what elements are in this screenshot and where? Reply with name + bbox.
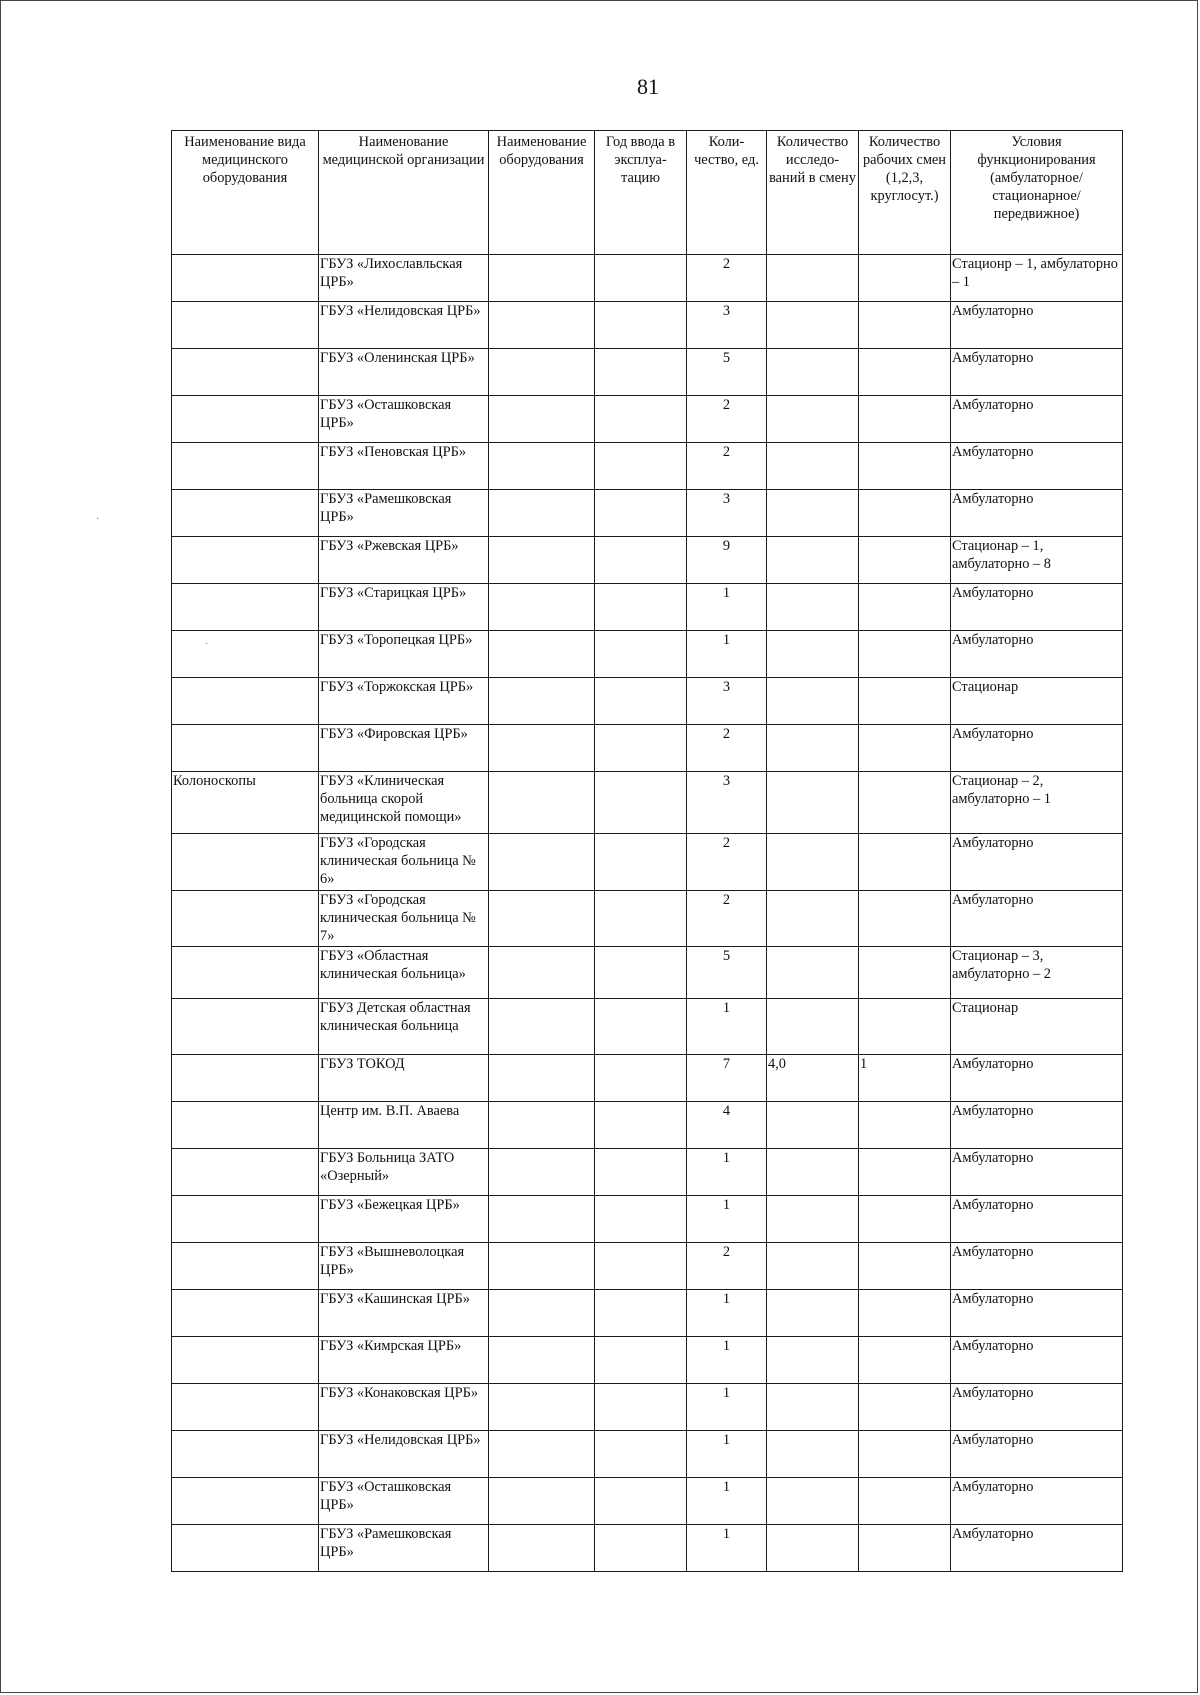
organization-cell: ГБУЗ «Оленинская ЦРБ» xyxy=(319,349,489,396)
year-cell xyxy=(595,1337,687,1384)
equipment-name-cell xyxy=(489,772,595,834)
conditions-cell: Амбулаторно xyxy=(951,1196,1123,1243)
studies-per-shift-cell xyxy=(767,1337,859,1384)
equipment-type-cell xyxy=(172,678,319,725)
studies-per-shift-cell xyxy=(767,396,859,443)
organization-cell: ГБУЗ ТОКОД xyxy=(319,1055,489,1102)
organization-cell: ГБУЗ «Осташковская ЦРБ» xyxy=(319,396,489,443)
table-row xyxy=(172,1102,1123,1149)
studies-per-shift-cell xyxy=(767,537,859,584)
count-cell: 2 xyxy=(687,891,767,947)
work-shifts-cell xyxy=(859,1525,951,1572)
equipment-name-cell xyxy=(489,725,595,772)
year-cell xyxy=(595,1290,687,1337)
count-cell: 3 xyxy=(687,772,767,834)
equipment-type-cell xyxy=(172,349,319,396)
work-shifts-cell xyxy=(859,1337,951,1384)
equipment-name-cell xyxy=(489,1196,595,1243)
table-row xyxy=(172,443,1123,490)
studies-per-shift-cell xyxy=(767,772,859,834)
organization-cell: ГБУЗ «Городская клиническая больница № 6» xyxy=(319,834,489,891)
equipment-name-cell xyxy=(489,1431,595,1478)
equipment-type-cell xyxy=(172,834,319,891)
count-cell: 2 xyxy=(687,443,767,490)
equipment-type-cell xyxy=(172,302,319,349)
work-shifts-cell xyxy=(859,1384,951,1431)
equipment-type-cell xyxy=(172,725,319,772)
organization-cell: ГБУЗ «Торжокская ЦРБ» xyxy=(319,678,489,725)
equipment-name-cell xyxy=(489,631,595,678)
table-row xyxy=(172,1478,1123,1525)
year-cell xyxy=(595,1055,687,1102)
studies-per-shift-cell xyxy=(767,1478,859,1525)
studies-per-shift-cell xyxy=(767,255,859,302)
studies-per-shift-cell xyxy=(767,584,859,631)
count-cell: 5 xyxy=(687,947,767,999)
table-row xyxy=(172,1525,1123,1572)
equipment-type-cell: Колоноскопы xyxy=(172,772,319,834)
table-row xyxy=(172,631,1123,678)
equipment-name-cell xyxy=(489,396,595,443)
conditions-cell: Амбулаторно xyxy=(951,1290,1123,1337)
work-shifts-cell xyxy=(859,537,951,584)
equipment-name-cell xyxy=(489,891,595,947)
work-shifts-cell xyxy=(859,1478,951,1525)
organization-cell: ГБУЗ «Бежецкая ЦРБ» xyxy=(319,1196,489,1243)
year-cell xyxy=(595,537,687,584)
equipment-type-cell xyxy=(172,443,319,490)
studies-per-shift-cell xyxy=(767,1196,859,1243)
studies-per-shift-cell xyxy=(767,349,859,396)
equipment-name-cell xyxy=(489,1149,595,1196)
studies-per-shift-cell xyxy=(767,891,859,947)
table-row xyxy=(172,725,1123,772)
table-row xyxy=(172,255,1123,302)
equipment-name-cell xyxy=(489,1102,595,1149)
conditions-cell: Амбулаторно xyxy=(951,631,1123,678)
count-cell: 3 xyxy=(687,302,767,349)
studies-per-shift-cell xyxy=(767,302,859,349)
equipment-type-cell xyxy=(172,1478,319,1525)
count-cell: 1 xyxy=(687,1431,767,1478)
studies-per-shift-cell xyxy=(767,1431,859,1478)
equipment-type-cell xyxy=(172,1196,319,1243)
organization-cell: ГБУЗ «Лихославльская ЦРБ» xyxy=(319,255,489,302)
year-cell xyxy=(595,631,687,678)
conditions-cell: Амбулаторно xyxy=(951,396,1123,443)
studies-per-shift-cell xyxy=(767,834,859,891)
work-shifts-cell xyxy=(859,631,951,678)
conditions-cell: Стационар – 1, амбулаторно – 8 xyxy=(951,537,1123,584)
table-row xyxy=(172,490,1123,537)
conditions-cell: Амбулаторно xyxy=(951,490,1123,537)
count-cell: 2 xyxy=(687,255,767,302)
equipment-type-cell xyxy=(172,537,319,584)
organization-cell: ГБУЗ «Клиническая больница скорой медицинской помощи» xyxy=(319,772,489,834)
organization-cell: ГБУЗ «Нелидовская ЦРБ» xyxy=(319,302,489,349)
studies-per-shift-cell xyxy=(767,1384,859,1431)
organization-cell: ГБУЗ «Конаковская ЦРБ» xyxy=(319,1384,489,1431)
table-row xyxy=(172,678,1123,725)
table-row xyxy=(172,999,1123,1055)
work-shifts-cell xyxy=(859,891,951,947)
organization-cell: ГБУЗ «Городская клиническая больница № 7» xyxy=(319,891,489,947)
count-cell: 1 xyxy=(687,1149,767,1196)
conditions-cell: Амбулаторно xyxy=(951,1102,1123,1149)
table-row xyxy=(172,1384,1123,1431)
organization-cell: ГБУЗ «Пеновская ЦРБ» xyxy=(319,443,489,490)
work-shifts-cell xyxy=(859,725,951,772)
studies-per-shift-cell xyxy=(767,1290,859,1337)
conditions-cell: Амбулаторно xyxy=(951,302,1123,349)
equipment-type-cell xyxy=(172,999,319,1055)
equipment-name-cell xyxy=(489,349,595,396)
count-cell: 9 xyxy=(687,537,767,584)
conditions-cell: Стационар xyxy=(951,678,1123,725)
organization-cell: ГБУЗ «Кашинская ЦРБ» xyxy=(319,1290,489,1337)
organization-cell: ГБУЗ Детская областная клиническая больница xyxy=(319,999,489,1055)
organization-cell: ГБУЗ «Рамешковская ЦРБ» xyxy=(319,1525,489,1572)
organization-cell: ГБУЗ «Кимрская ЦРБ» xyxy=(319,1337,489,1384)
column-header: Наименование оборудования xyxy=(489,131,595,255)
conditions-cell: Амбулаторно xyxy=(951,1525,1123,1572)
column-header: Количество рабочих смен (1,2,3, круглосут.) xyxy=(859,131,951,255)
year-cell xyxy=(595,255,687,302)
table-row xyxy=(172,584,1123,631)
work-shifts-cell xyxy=(859,255,951,302)
year-cell xyxy=(595,834,687,891)
work-shifts-cell xyxy=(859,1102,951,1149)
conditions-cell: Амбулаторно xyxy=(951,1055,1123,1102)
table-row xyxy=(172,349,1123,396)
count-cell: 1 xyxy=(687,999,767,1055)
work-shifts-cell xyxy=(859,678,951,725)
conditions-cell: Амбулаторно xyxy=(951,443,1123,490)
equipment-name-cell xyxy=(489,834,595,891)
equipment-type-cell xyxy=(172,1149,319,1196)
count-cell: 2 xyxy=(687,834,767,891)
work-shifts-cell xyxy=(859,396,951,443)
studies-per-shift-cell xyxy=(767,999,859,1055)
work-shifts-cell xyxy=(859,834,951,891)
studies-per-shift-cell xyxy=(767,725,859,772)
equipment-name-cell xyxy=(489,443,595,490)
work-shifts-cell xyxy=(859,584,951,631)
count-cell: 1 xyxy=(687,1337,767,1384)
conditions-cell: Амбулаторно xyxy=(951,1431,1123,1478)
work-shifts-cell xyxy=(859,490,951,537)
equipment-type-cell xyxy=(172,1055,319,1102)
count-cell: 1 xyxy=(687,1478,767,1525)
work-shifts-cell: 1 xyxy=(859,1055,951,1102)
equipment-name-cell xyxy=(489,1384,595,1431)
work-shifts-cell xyxy=(859,772,951,834)
year-cell xyxy=(595,1149,687,1196)
studies-per-shift-cell xyxy=(767,631,859,678)
studies-per-shift-cell xyxy=(767,1243,859,1290)
organization-cell: ГБУЗ «Старицкая ЦРБ» xyxy=(319,584,489,631)
work-shifts-cell xyxy=(859,1149,951,1196)
year-cell xyxy=(595,396,687,443)
work-shifts-cell xyxy=(859,1290,951,1337)
work-shifts-cell xyxy=(859,1431,951,1478)
work-shifts-cell xyxy=(859,1196,951,1243)
studies-per-shift-cell xyxy=(767,1149,859,1196)
column-header: Количество исследо-ваний в смену xyxy=(767,131,859,255)
conditions-cell: Стационар – 2, амбулаторно – 1 xyxy=(951,772,1123,834)
count-cell: 3 xyxy=(687,678,767,725)
studies-per-shift-cell: 4,0 xyxy=(767,1055,859,1102)
table-row xyxy=(172,1290,1123,1337)
table-row xyxy=(172,396,1123,443)
conditions-cell: Амбулаторно xyxy=(951,1478,1123,1525)
organization-cell: ГБУЗ «Фировская ЦРБ» xyxy=(319,725,489,772)
column-header: Наименование медицинской организации xyxy=(319,131,489,255)
count-cell: 4 xyxy=(687,1102,767,1149)
year-cell xyxy=(595,1478,687,1525)
table-row xyxy=(172,891,1123,947)
column-header: Год ввода в эксплуа-тацию xyxy=(595,131,687,255)
count-cell: 1 xyxy=(687,1525,767,1572)
equipment-name-cell xyxy=(489,1525,595,1572)
count-cell: 1 xyxy=(687,1196,767,1243)
conditions-cell: Амбулаторно xyxy=(951,891,1123,947)
equipment-type-cell xyxy=(172,584,319,631)
year-cell xyxy=(595,999,687,1055)
equipment-name-cell xyxy=(489,537,595,584)
scan-speck: · xyxy=(205,639,209,650)
count-cell: 3 xyxy=(687,490,767,537)
organization-cell: ГБУЗ «Областная клиническая больница» xyxy=(319,947,489,999)
count-cell: 7 xyxy=(687,1055,767,1102)
conditions-cell: Стационар – 3, амбулаторно – 2 xyxy=(951,947,1123,999)
table-body xyxy=(172,255,1123,1572)
organization-cell: ГБУЗ «Рамешковская ЦРБ» xyxy=(319,490,489,537)
year-cell xyxy=(595,891,687,947)
work-shifts-cell xyxy=(859,999,951,1055)
equipment-type-cell xyxy=(172,1102,319,1149)
conditions-cell: Стационр – 1, амбулаторно – 1 xyxy=(951,255,1123,302)
equipment-type-cell xyxy=(172,947,319,999)
year-cell xyxy=(595,490,687,537)
table-row xyxy=(172,772,1123,834)
studies-per-shift-cell xyxy=(767,1525,859,1572)
equipment-name-cell xyxy=(489,1243,595,1290)
work-shifts-cell xyxy=(859,947,951,999)
organization-cell: Центр им. В.П. Аваева xyxy=(319,1102,489,1149)
year-cell xyxy=(595,772,687,834)
equipment-type-cell xyxy=(172,1290,319,1337)
year-cell xyxy=(595,1431,687,1478)
organization-cell: ГБУЗ «Торопецкая ЦРБ» xyxy=(319,631,489,678)
equipment-type-cell xyxy=(172,1337,319,1384)
year-cell xyxy=(595,1243,687,1290)
year-cell xyxy=(595,725,687,772)
organization-cell: ГБУЗ «Ржевская ЦРБ» xyxy=(319,537,489,584)
column-header: Наименование вида медицинского оборудования xyxy=(172,131,319,255)
year-cell xyxy=(595,302,687,349)
work-shifts-cell xyxy=(859,1243,951,1290)
table-header-row xyxy=(172,131,1123,255)
column-header: Условия функционирования (амбулаторное/ стационарное/ передвижное) xyxy=(951,131,1123,255)
equipment-type-cell xyxy=(172,255,319,302)
organization-cell: ГБУЗ «Осташковская ЦРБ» xyxy=(319,1478,489,1525)
equipment-type-cell xyxy=(172,396,319,443)
equipment-name-cell xyxy=(489,1337,595,1384)
year-cell xyxy=(595,678,687,725)
year-cell xyxy=(595,1384,687,1431)
table-row xyxy=(172,537,1123,584)
studies-per-shift-cell xyxy=(767,1102,859,1149)
table-row xyxy=(172,1196,1123,1243)
conditions-cell: Стационар xyxy=(951,999,1123,1055)
equipment-name-cell xyxy=(489,678,595,725)
equipment-type-cell xyxy=(172,1525,319,1572)
studies-per-shift-cell xyxy=(767,678,859,725)
equipment-name-cell xyxy=(489,1055,595,1102)
table-row xyxy=(172,834,1123,891)
conditions-cell: Амбулаторно xyxy=(951,584,1123,631)
equipment-table xyxy=(171,130,1123,1572)
count-cell: 1 xyxy=(687,1384,767,1431)
year-cell xyxy=(595,1102,687,1149)
equipment-type-cell xyxy=(172,1431,319,1478)
work-shifts-cell xyxy=(859,302,951,349)
table-row xyxy=(172,1243,1123,1290)
equipment-type-cell xyxy=(172,891,319,947)
year-cell xyxy=(595,349,687,396)
equipment-name-cell xyxy=(489,255,595,302)
studies-per-shift-cell xyxy=(767,947,859,999)
count-cell: 1 xyxy=(687,1290,767,1337)
equipment-name-cell xyxy=(489,490,595,537)
equipment-type-cell xyxy=(172,1243,319,1290)
table-row xyxy=(172,1337,1123,1384)
conditions-cell: Амбулаторно xyxy=(951,725,1123,772)
table-row xyxy=(172,1149,1123,1196)
equipment-name-cell xyxy=(489,999,595,1055)
count-cell: 1 xyxy=(687,631,767,678)
equipment-type-cell xyxy=(172,631,319,678)
studies-per-shift-cell xyxy=(767,443,859,490)
count-cell: 1 xyxy=(687,584,767,631)
equipment-name-cell xyxy=(489,584,595,631)
count-cell: 5 xyxy=(687,349,767,396)
column-header: Коли-чество, ед. xyxy=(687,131,767,255)
table-row xyxy=(172,1055,1123,1102)
conditions-cell: Амбулаторно xyxy=(951,1243,1123,1290)
year-cell xyxy=(595,584,687,631)
equipment-name-cell xyxy=(489,1478,595,1525)
equipment-type-cell xyxy=(172,1384,319,1431)
conditions-cell: Амбулаторно xyxy=(951,1337,1123,1384)
year-cell xyxy=(595,947,687,999)
equipment-name-cell xyxy=(489,947,595,999)
work-shifts-cell xyxy=(859,349,951,396)
year-cell xyxy=(595,1525,687,1572)
conditions-cell: Амбулаторно xyxy=(951,349,1123,396)
count-cell: 2 xyxy=(687,1243,767,1290)
work-shifts-cell xyxy=(859,443,951,490)
table-row xyxy=(172,1431,1123,1478)
table-row xyxy=(172,302,1123,349)
equipment-type-cell xyxy=(172,490,319,537)
conditions-cell: Амбулаторно xyxy=(951,834,1123,891)
scan-speck: · xyxy=(96,514,100,525)
count-cell: 2 xyxy=(687,396,767,443)
page-number: 81 xyxy=(637,74,659,99)
organization-cell: ГБУЗ «Нелидовская ЦРБ» xyxy=(319,1431,489,1478)
year-cell xyxy=(595,1196,687,1243)
equipment-name-cell xyxy=(489,1290,595,1337)
year-cell xyxy=(595,443,687,490)
studies-per-shift-cell xyxy=(767,490,859,537)
table-row xyxy=(172,947,1123,999)
conditions-cell: Амбулаторно xyxy=(951,1384,1123,1431)
organization-cell: ГБУЗ Больница ЗАТО «Озерный» xyxy=(319,1149,489,1196)
count-cell: 2 xyxy=(687,725,767,772)
organization-cell: ГБУЗ «Вышневолоцкая ЦРБ» xyxy=(319,1243,489,1290)
equipment-name-cell xyxy=(489,302,595,349)
conditions-cell: Амбулаторно xyxy=(951,1149,1123,1196)
